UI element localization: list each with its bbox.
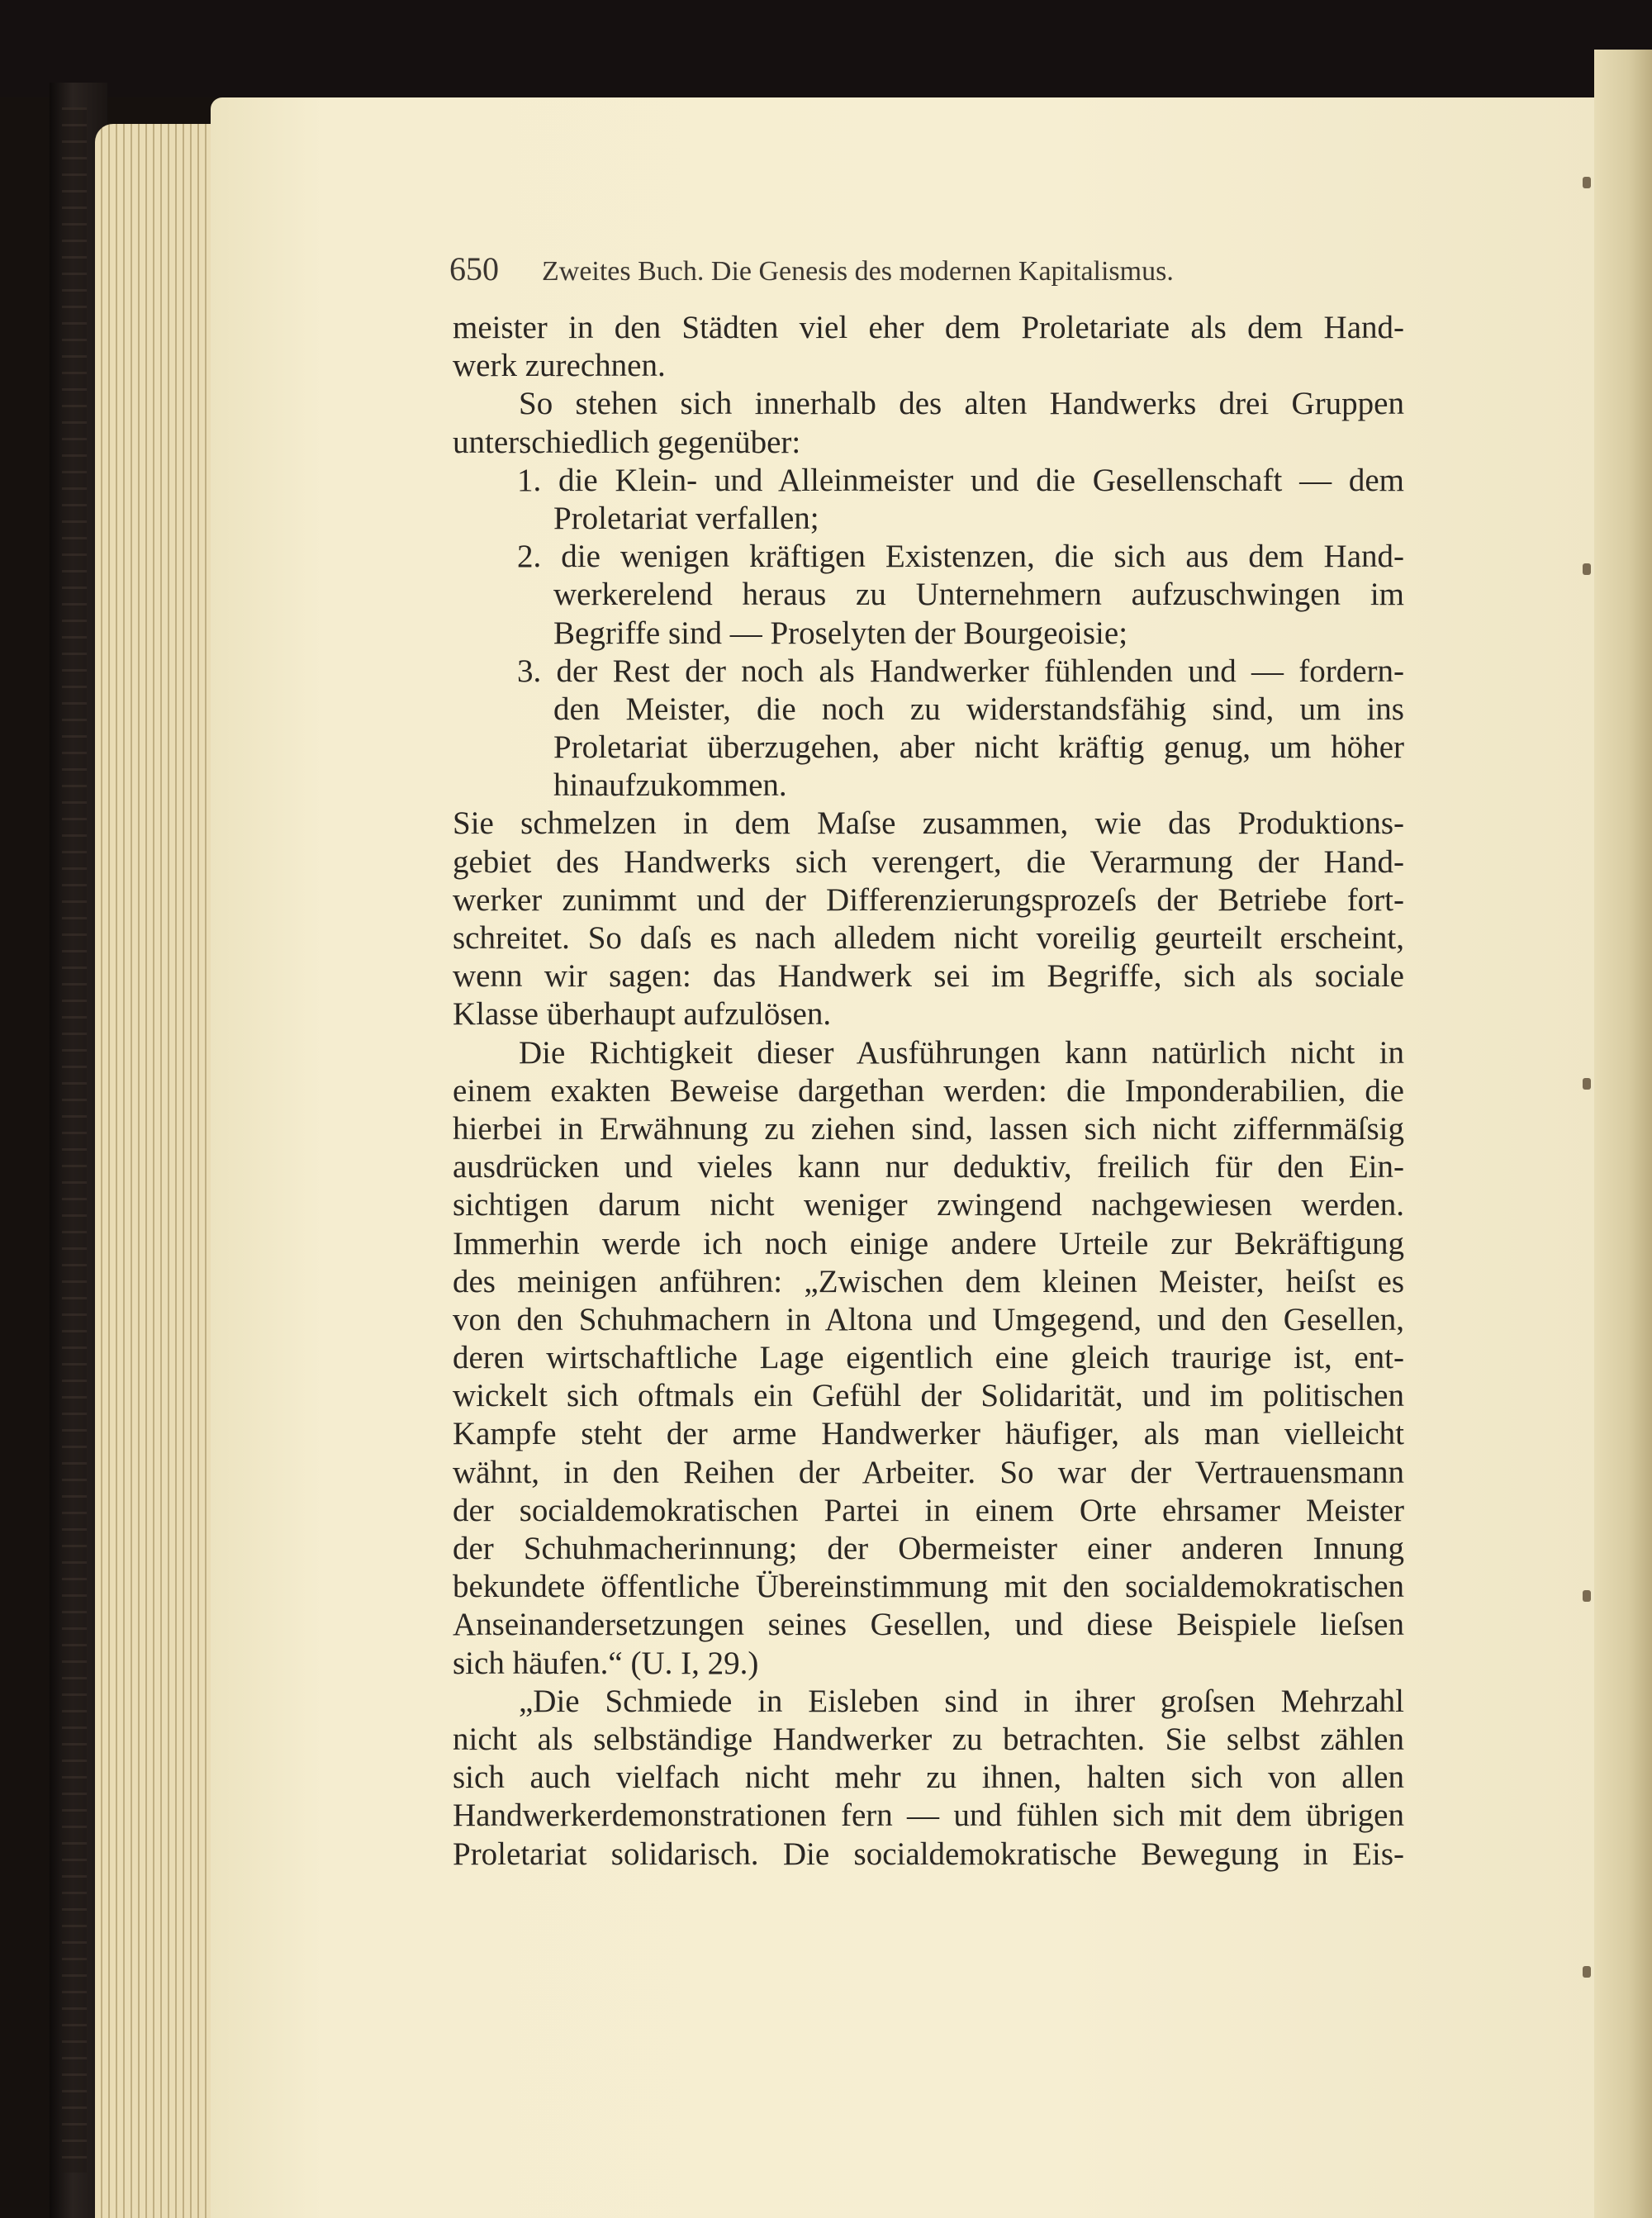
list-item-continuation: hinaufzukommen.	[553, 767, 787, 804]
text-line: einem exakten Beweise dargethan werden: die Imponderabilien, die	[453, 1072, 1404, 1109]
text-line: von den Schuhmachern in Altona und Umgegend, und den Gesellen,	[453, 1301, 1404, 1337]
text-line: der socialdemokratischen Partei in einem Orte ehrsamer Meister	[453, 1492, 1404, 1528]
running-head	[449, 249, 1383, 288]
text-line: gebiet des Handwerks sich verengert, die Verarmung der Hand-	[453, 843, 1404, 880]
text-line: „Die Schmiede in Eisleben sind in ihrer groſsen Mehrzahl	[519, 1683, 1404, 1719]
text-line: werk zurechnen.	[453, 348, 666, 384]
text-line: der Schuhmacherinnung; der Obermeister einer anderen Innung	[453, 1531, 1404, 1566]
body-text	[453, 309, 1404, 1874]
text-line: meister in den Städten viel eher dem Proletariate als dem Hand-	[453, 310, 1404, 345]
list-item-continuation: Proletariat überzugehen, aber nicht kräftig genug, um höher	[553, 729, 1404, 766]
text-line: deren wirtschaftliche Lage eigentlich eine gleich traurige ist, ent-	[453, 1340, 1404, 1376]
margin-mark	[1583, 1966, 1591, 1978]
text-line: des meinigen anführen: „Zwischen dem kleinen Meister, heiſst es	[453, 1263, 1404, 1299]
book-cover-texture	[62, 107, 87, 2173]
text-line: Anseinandersetzungen seines Gesellen, und diese Beispiele lieſsen	[453, 1607, 1404, 1643]
text-line: Handwerkerdemonstrationen fern — und fühlen sich mit dem übrigen	[453, 1798, 1404, 1834]
facing-page-edge	[1594, 50, 1652, 2218]
scan-background	[0, 0, 1652, 97]
text-line: Immerhin werde ich noch einige andere Urteile zur Bekräftigung	[453, 1225, 1404, 1261]
margin-mark	[1583, 177, 1591, 188]
running-title: Zweites Buch. Die Genesis des modernen Kapitalismus.	[542, 256, 1174, 287]
text-line: So stehen sich innerhalb des alten Handwerks drei Gruppen	[519, 386, 1404, 422]
list-item: 3. der Rest der noch als Handwerker fühlenden und — fordern-	[517, 653, 1404, 689]
list-item-continuation: Begriffe sind — Proselyten der Bourgeoisie;	[553, 615, 1128, 651]
text-line: sich häufen.“ (U. I, 29.)	[453, 1645, 759, 1681]
text-line: wickelt sich oftmals ein Gefühl der Solidarität, und im politischen	[453, 1378, 1404, 1414]
text-line: hierbei in Erwähnung zu ziehen sind, lassen sich nicht ziffernmäſsig	[453, 1110, 1404, 1147]
text-line: wähnt, in den Reihen der Arbeiter. So war der Vertrauensmann	[453, 1454, 1404, 1490]
text-line: Die Richtigkeit dieser Ausführungen kann natürlich nicht in	[519, 1034, 1404, 1071]
text-line: nicht als selbständige Handwerker zu betrachten. Sie selbst zählen	[453, 1721, 1404, 1757]
text-line: schreitet. So daſs es nach alledem nicht voreilig geurteilt erscheint,	[453, 920, 1404, 956]
text-line: Kampfe steht der arme Handwerker häufiger, als man vielleicht	[453, 1416, 1404, 1452]
list-item-continuation: Proletariat verfallen;	[553, 500, 819, 536]
text-line: unterschiedlich gegenüber:	[453, 424, 801, 460]
text-line: Proletariat solidarisch. Die socialdemokratische Bewegung in Eis-	[453, 1836, 1404, 1872]
margin-mark	[1583, 1590, 1591, 1602]
text-line: ausdrücken und vieles kann nur deduktiv, freilich für den Ein-	[453, 1149, 1404, 1185]
text-line: sichtigen darum nicht weniger zwingend nachgewiesen werden.	[453, 1187, 1404, 1223]
margin-mark	[1583, 1078, 1591, 1090]
margin-mark	[1583, 563, 1591, 575]
list-item: 1. die Klein- und Alleinmeister und die Gesellenschaft — dem	[517, 462, 1404, 498]
text-line: wenn wir sagen: das Handwerk sei im Begriffe, sich als sociale	[453, 958, 1404, 995]
list-item-continuation: den Meister, die noch zu widerstandsfähig sind, um ins	[553, 691, 1404, 727]
text-line: werker zunimmt und der Differenzierungsprozeſs der Betriebe fort-	[453, 881, 1404, 918]
page-number: 650	[449, 250, 499, 287]
text-line: Sie schmelzen in dem Maſse zusammen, wie das Produktions-	[453, 805, 1404, 842]
text-line: bekundete öffentliche Übereinstimmung mit den socialdemokratischen	[453, 1569, 1404, 1605]
list-item-continuation: werkerelend heraus zu Unternehmern aufzuschwingen im	[553, 577, 1404, 613]
list-item: 2. die wenigen kräftigen Existenzen, die sich aus dem Hand-	[517, 539, 1404, 575]
page-block-edges	[95, 124, 227, 2218]
text-line: sich auch vielfach nicht mehr zu ihnen, halten sich von allen	[453, 1760, 1404, 1796]
text-line: Klasse überhaupt aufzulösen.	[453, 996, 832, 1033]
